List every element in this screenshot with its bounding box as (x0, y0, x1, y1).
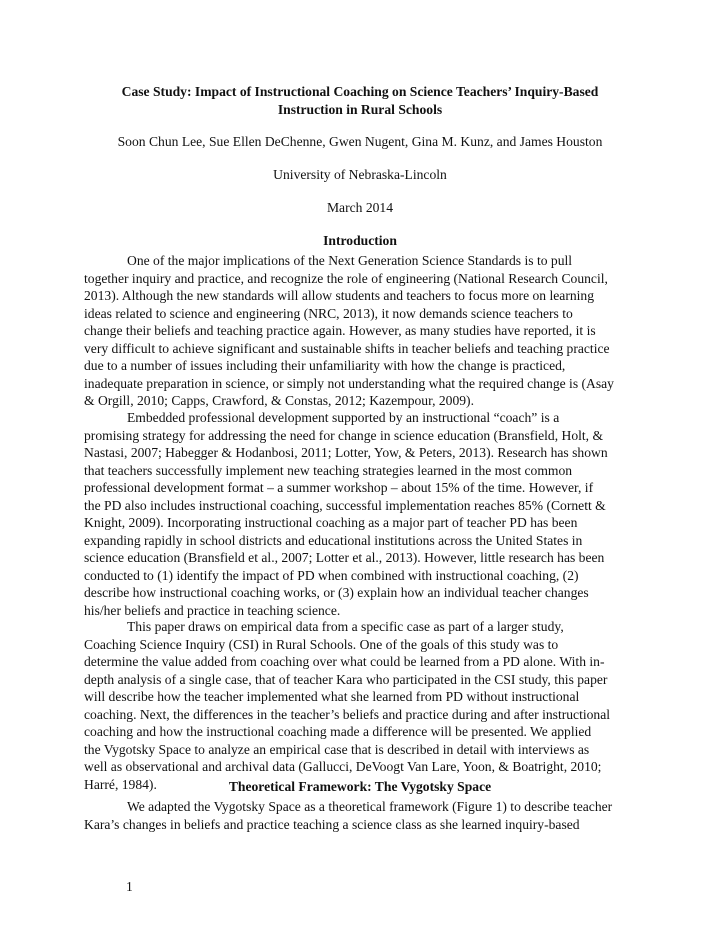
text-line: his/her beliefs and practice in teaching science. (84, 602, 341, 618)
text-line: change their beliefs and teaching practice again. However, as many studies have reported, it is (84, 323, 596, 338)
paper-title-line: Case Study: Impact of Instructional Coaching on Science Teachers’ Inquiry-Based (121, 84, 599, 99)
text-line: 2013). Although the new standards will allow students and teachers to focus more on learning (84, 288, 595, 303)
publication-date: March 2014 (326, 200, 394, 215)
text-line: Coaching Science Inquiry (CSI) in Rural Schools. One of the goals of this study was to (84, 636, 559, 652)
text-line: determine the value added from coaching over what could be learned from a PD alone. With in- (84, 654, 605, 669)
text-line: promising strategy for addressing the need for change in science education (Bransfield, Holt, & (84, 427, 604, 443)
paper-title-line: Instruction in Rural Schools (277, 102, 443, 117)
paper-title (84, 83, 636, 119)
text-line: the Vygotsky Space to analyze an empirical case that is described in detail with interviews as (84, 741, 590, 757)
paragraph (84, 409, 636, 619)
text-line: conducted to (1) identify the impact of PD when combined with instructional coaching, (2) (84, 567, 579, 583)
paragraph (84, 618, 636, 793)
author-list: Soon Chun Lee, Sue Ellen DeChenne, Gwen Nugent, Gina M. Kunz, and James Houston (117, 134, 603, 149)
section-heading-theoretical-framework: Theoretical Framework: The Vygotsky Space (228, 779, 492, 794)
text-line: will describe how the teacher implemented what she learned from PD without instructional (84, 689, 580, 704)
text-line: due to a number of issues including their unfamiliarity with how the change is practiced, (84, 358, 566, 373)
text-line: Nastasi, 2007; Habegger & Hodanbosi, 2011; Lotter, Yow, & Peters, 2013). Research has shown (84, 445, 608, 460)
text-line: Harré, 1984). (84, 776, 157, 792)
paragraph (84, 252, 636, 410)
text-line: Knight, 2009). Incorporating instructional coaching as a major part of teacher PD has been (84, 515, 578, 530)
text-line: coaching and how the instructional coaching made a difference will be presented. We applied (84, 724, 592, 739)
text-line: Embedded professional development supported by an instructional “coach” is a (127, 410, 560, 425)
text-line: depth analysis of a single case, that of teacher Kara who participated in the CSI study, this paper (84, 671, 608, 687)
text-line: inadequate preparation in science, or simply not understanding what the required change is (Asay (84, 375, 614, 391)
page-number: 1 (126, 879, 133, 894)
text-line: This paper draws on empirical data from a specific case as part of a larger study, (127, 619, 564, 634)
text-line: that teachers successfully implement new teaching strategies learned in the most common (84, 462, 573, 478)
text-line: together inquiry and practice, and recognize the role of engineering (National Research Council, (84, 270, 608, 286)
text-line: & Orgill, 2010; Capps, Crawford, & Constas, 2012; Kazempour, 2009). (84, 393, 474, 408)
section-heading-introduction: Introduction (323, 233, 397, 248)
text-line: One of the major implications of the Next Generation Science Standards is to pull (127, 253, 573, 268)
text-line: expanding rapidly in school districts and educational institutions across the United States in (84, 532, 583, 548)
text-line: well as observational and archival data (Gallucci, DeVoogt Van Lare, Yoon, & Boatright, 2010; (84, 759, 602, 774)
text-line: professional development format – a summer workshop – about 15% of the time. However, if (84, 480, 594, 495)
text-line: describe how instructional coaching works, or (3) explain how an individual teacher changes (84, 585, 589, 600)
text-line: science education (Bransfield et al., 2007; Lotter et al., 2013). However, little research has been (84, 550, 605, 565)
text-line: We adapted the Vygotsky Space as a theoretical framework (Figure 1) to describe teacher (127, 799, 613, 814)
text-line: the PD also includes instructional coaching, successful implementation reaches 85% (Cornett & (84, 497, 606, 513)
affiliation: University of Nebraska-Lincoln (273, 167, 447, 182)
text-line: Kara’s changes in beliefs and practice teaching a science class as she learned inquiry-based (84, 816, 580, 832)
paragraph (84, 798, 636, 833)
text-line: coaching. Next, the differences in the teacher’s beliefs and practice during and after instructional (84, 706, 611, 722)
text-line: very difficult to achieve significant and sustainable shifts in teacher beliefs and teaching practice (84, 340, 610, 356)
text-line: ideas related to science and engineering (NRC, 2013), it now demands science teachers to (84, 305, 573, 321)
